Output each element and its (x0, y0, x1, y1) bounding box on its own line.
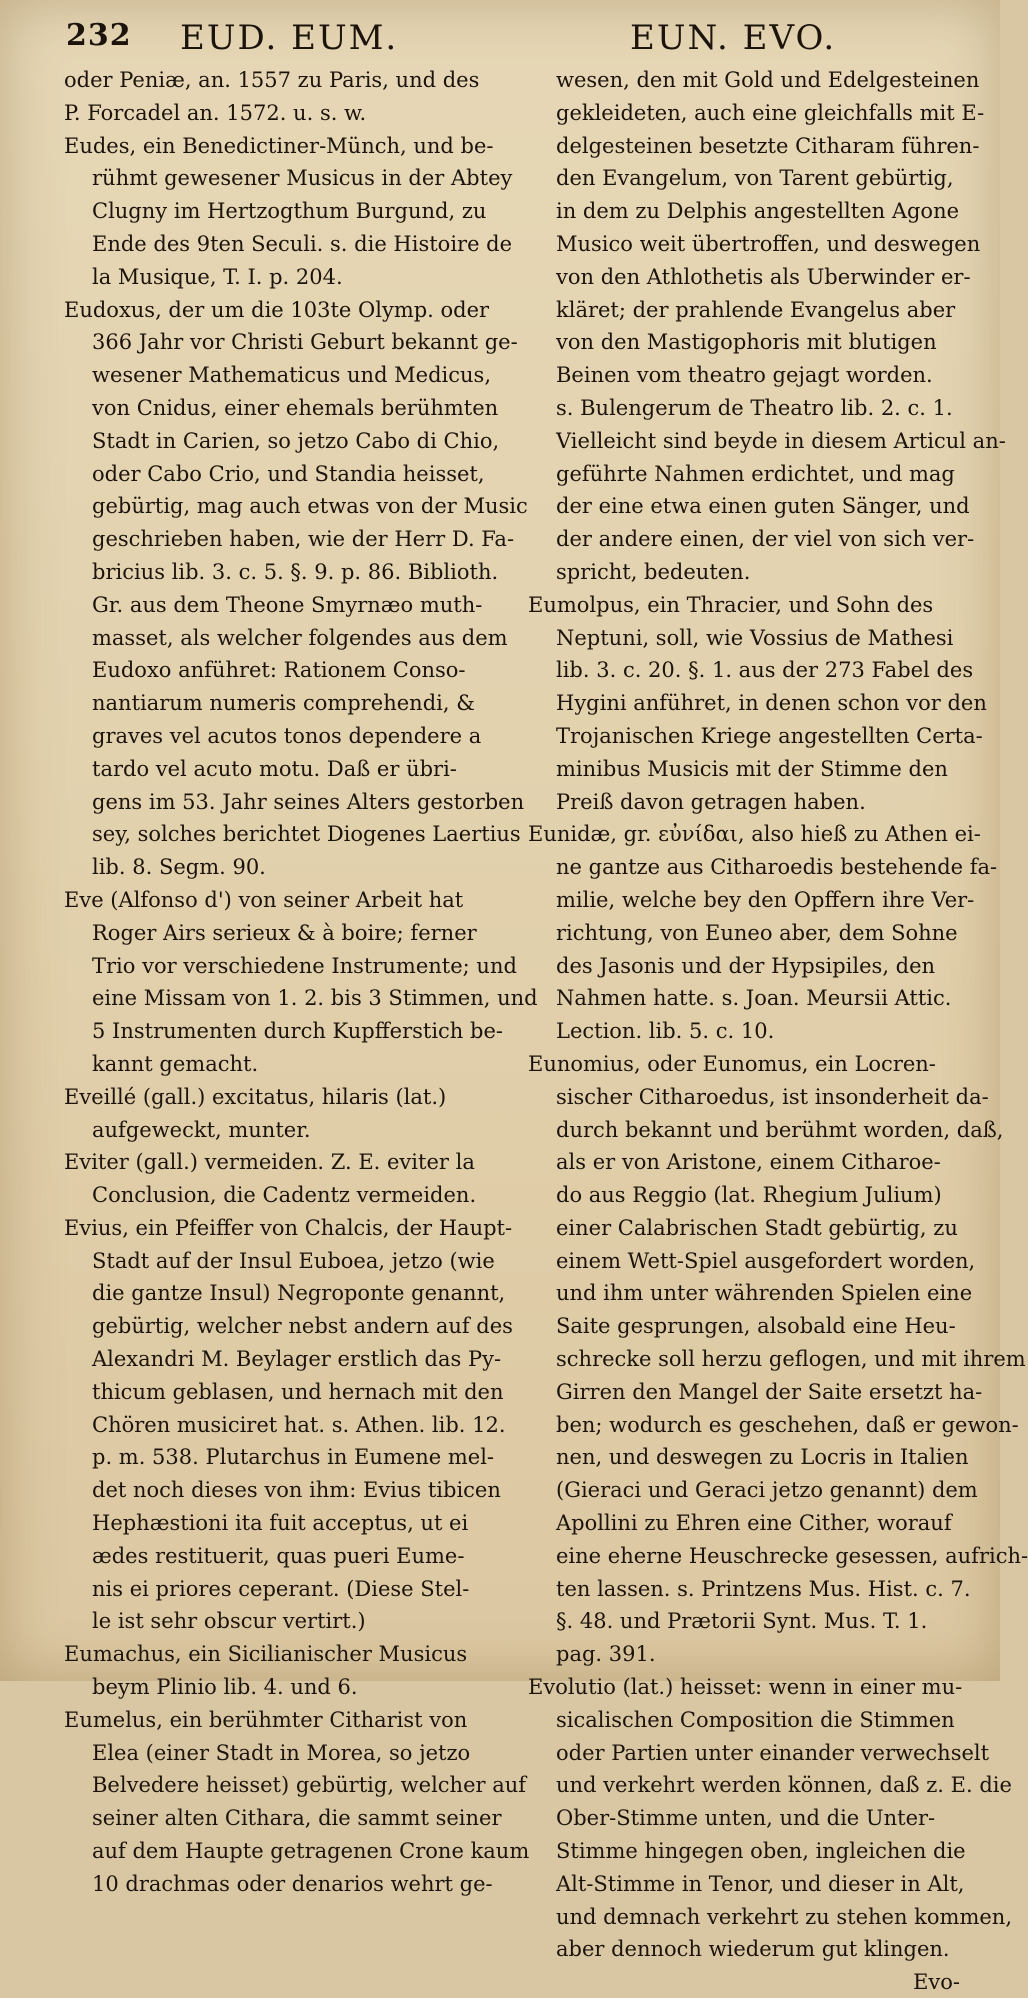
text-line: wesen, den mit Gold und Edelgesteinen (556, 68, 980, 92)
text-line: und ihm unter währenden Spielen eine (556, 1281, 973, 1306)
text-line: von den Mastigophoris mit blutigen (556, 330, 937, 355)
entry-eviter: Eviter (gall.) vermeiden. Z. E. eviter la (64, 1150, 475, 1175)
catchword: Evo- (913, 1970, 960, 1995)
text-line: Apollini zu Ehren eine Cither, worauf (556, 1511, 952, 1536)
text-line: Saite gesprungen, alsobald eine Heu- (556, 1314, 956, 1339)
text-line: Gr. aus dem Theone Smyrnæo muth- (92, 592, 483, 617)
text-line: Alexandri M. Beylager erstlich das Py- (92, 1347, 502, 1372)
text-line: oder Peniæ, an. 1557 zu Paris, und des (64, 68, 480, 92)
text-line: ne gantze aus Citharoedis bestehende fa- (556, 855, 998, 880)
running-head-right: EUN. EVO. (630, 18, 837, 58)
text-line: geführte Nahmen erdichtet, und mag (556, 461, 955, 486)
text-line: s. Bulengerum de Theatro lib. 2. c. 1. (556, 395, 953, 420)
text-line: nen, und deswegen zu Locris in Italien (556, 1445, 969, 1470)
text-line: richtung, von Euneo aber, dem Sohne (556, 920, 958, 945)
text-line: rühmt gewesener Musicus in der Abtey (92, 166, 513, 191)
text-line: Ober-Stimme unten, und die Unter- (556, 1806, 936, 1831)
text-line: ben; wodurch es geschehen, daß er gewon- (556, 1412, 1019, 1437)
text-line: Lection. lib. 5. c. 10. (556, 1019, 775, 1044)
text-line: gebürtig, mag auch etwas von der Music (92, 494, 528, 519)
text-line: Preiß davon getragen haben. (556, 789, 866, 814)
text-line: wesener Mathematicus und Medicus, (92, 363, 492, 388)
text-line: Trojanischen Kriege angestellten Certa- (556, 723, 983, 748)
text-line: eine eherne Heuschrecke gesessen, aufrich- (556, 1543, 1028, 1568)
text-line: Hephæstioni ita fuit acceptus, ut ei (92, 1511, 469, 1536)
text-line: des Jasonis und der Hypsipiles, den (556, 953, 936, 978)
text-line: aufgeweckt, munter. (92, 1117, 311, 1142)
text-line: Eudoxo anführet: Rationem Conso- (92, 658, 466, 683)
text-line: lib. 3. c. 20. §. 1. aus der 273 Fabel des (556, 658, 974, 683)
text-line: Ende des 9ten Seculi. s. die Histoire de (92, 231, 513, 256)
entry-evius: Evius, ein Pfeiffer von Chalcis, der Haupt- (64, 1215, 513, 1240)
text-line: aber dennoch wiederum gut klingen. (556, 1937, 950, 1962)
text-line: seiner alten Cithara, die sammt seiner (92, 1806, 502, 1831)
text-line: Stadt in Carien, so jetzo Cabo di Chio, (92, 428, 500, 453)
text-line: einem Wett-Spiel ausgefordert worden, (556, 1248, 976, 1273)
entry-eunidae: Eunidæ, gr. εὐνίδαι, also hieß zu Athen ei- (528, 822, 981, 847)
entry-eveille: Eveillé (gall.) excitatus, hilaris (lat.) (64, 1084, 447, 1109)
text-line: in dem zu Delphis angestellten Agone (556, 199, 960, 224)
text-line: §. 48. und Prætorii Synt. Mus. T. 1. (556, 1609, 928, 1634)
text-line: Roger Airs serieux & à boire; ferner (92, 920, 477, 945)
entry-eudoxus: Eudoxus, der um die 103te Olymp. oder (64, 297, 490, 322)
text-columns (64, 64, 1028, 1995)
text-line: die gantze Insul) Negroponte genannt, (92, 1281, 506, 1306)
text-line: von den Athlothetis als Uberwinder er- (556, 264, 971, 289)
left-column (64, 64, 538, 1896)
text-line: det noch dieses von ihm: Evius tibicen (92, 1478, 501, 1503)
text-line: Alt-Stimme in Tenor, und dieser in Alt, (556, 1871, 965, 1896)
text-line: auf dem Haupte getragenen Crone kaum (92, 1839, 530, 1864)
text-line: graves vel acutos tonos dependere a (92, 723, 482, 748)
text-line: (Gieraci und Geraci jetzo genannt) dem (556, 1478, 978, 1503)
text-line: und demnach verkehrt zu stehen kommen, (556, 1904, 1013, 1929)
text-line: Stadt auf der Insul Euboea, jetzo (wie (92, 1248, 495, 1273)
text-line: eine Missam von 1. 2. bis 3 Stimmen, und (92, 986, 538, 1011)
entry-eve: Eve (Alfonso d') von seiner Arbeit hat (64, 887, 464, 912)
text-line: tardo vel acuto motu. Daß er übri- (92, 756, 457, 781)
text-line: ten lassen. s. Printzens Mus. Hist. c. 7. (556, 1576, 971, 1601)
text-line: 5 Instrumenten durch Kupfferstich be- (92, 1019, 503, 1044)
text-line: sey, solches berichtet Diogenes Laertius (92, 822, 521, 847)
text-line: oder Cabo Crio, und Standia heisset, (92, 461, 485, 486)
entry-eumelus: Eumelus, ein berühmter Citharist von (64, 1707, 468, 1732)
text-line: thicum geblasen, und hernach mit den (92, 1379, 504, 1404)
text-line: Hygini anführet, in denen schon vor den (556, 691, 987, 716)
entry-eumolpus: Eumolpus, ein Thracier, und Sohn des (528, 592, 934, 617)
text-line: masset, als welcher folgendes aus dem (92, 625, 508, 650)
text-line: durch bekannt und berühmt worden, daß, (556, 1117, 1004, 1142)
text-line: schrecke soll herzu geflogen, und mit ihrem (556, 1347, 1026, 1372)
text-line: Clugny im Hertzogthum Burgund, zu (92, 199, 487, 224)
text-line: lib. 8. Segm. 90. (92, 855, 266, 880)
text-line: 10 drachmas oder denarios wehrt ge- (92, 1871, 493, 1896)
page-header (60, 10, 970, 60)
text-line: minibus Musicis mit der Stimme den (556, 756, 948, 781)
text-line: den Evangelum, von Tarent gebürtig, (556, 166, 954, 191)
text-line: Neptuni, soll, wie Vossius de Mathesi (556, 625, 954, 650)
text-line: einer Calabrischen Stadt gebürtig, zu (556, 1215, 958, 1240)
text-line: Elea (einer Stadt in Morea, so jetzo (92, 1740, 471, 1765)
text-line: delgesteinen besetzte Citharam führen- (556, 133, 980, 158)
text-line: nantiarum numeris comprehendi, & (92, 691, 475, 716)
page-number: 232 (66, 18, 132, 53)
text-line: p. m. 538. Plutarchus in Eumene mel- (92, 1445, 495, 1470)
text-line: Chören musiciret hat. s. Athen. lib. 12. (92, 1412, 506, 1437)
text-line: bricius lib. 3. c. 5. §. 9. p. 86. Biblioth. (92, 559, 499, 584)
text-line: sicalischen Composition die Stimmen (556, 1707, 955, 1732)
text-line: und verkehrt werden können, daß z. E. die (556, 1773, 1012, 1798)
running-head-left: EUD. EUM. (180, 18, 399, 58)
text-line: von Cnidus, einer ehemals berühmten (92, 395, 499, 420)
text-line: als er von Aristone, einem Citharoe- (556, 1150, 941, 1175)
text-line: le ist sehr obscur vertirt.) (92, 1609, 366, 1634)
right-column (528, 64, 1028, 1995)
text-line: 366 Jahr vor Christi Geburt bekannt ge- (92, 330, 518, 355)
text-line: Vielleicht sind beyde in diesem Articul an- (556, 428, 1006, 453)
text-line: kläret; der prahlende Evangelus aber (556, 297, 956, 322)
text-line: la Musique, T. I. p. 204. (92, 264, 343, 289)
text-line: gens im 53. Jahr seines Alters gestorben (92, 789, 525, 814)
text-line: P. Forcadel an. 1572. u. s. w. (64, 100, 367, 125)
text-line: pag. 391. (556, 1642, 656, 1667)
text-line: der eine etwa einen guten Sänger, und (556, 494, 970, 519)
text-line: Trio vor verschiedene Instrumente; und (92, 953, 517, 978)
text-line: nis ei priores ceperant. (Diese Stel- (92, 1576, 470, 1601)
text-line: Stimme hingegen oben, ingleichen die (556, 1839, 966, 1864)
text-line: sischer Citharoedus, ist insonderheit da- (556, 1084, 989, 1109)
entry-eunomius: Eunomius, oder Eunomus, ein Locren- (528, 1051, 936, 1076)
text-line: gekleideten, auch eine gleichfalls mit E- (556, 100, 985, 125)
text-line: Girren den Mangel der Saite ersetzt ha- (556, 1379, 983, 1404)
text-line: oder Partien unter einander verwechselt (556, 1740, 990, 1765)
text-line: gebürtig, welcher nebst andern auf des (92, 1314, 513, 1339)
text-line: Musico weit übertroffen, und deswegen (556, 231, 981, 256)
text-line: ædes restituerit, quas pueri Eume- (92, 1543, 465, 1568)
text-line: do aus Reggio (lat. Rhegium Julium) (556, 1183, 942, 1208)
text-line: Conclusion, die Cadentz vermeiden. (92, 1183, 477, 1208)
text-line: der andere einen, der viel von sich ver- (556, 527, 975, 552)
text-line: kannt gemacht. (92, 1051, 259, 1076)
text-line: beym Plinio lib. 4. und 6. (92, 1675, 358, 1700)
text-line: milie, welche bey den Opffern ihre Ver- (556, 887, 975, 912)
entry-eumachus: Eumachus, ein Sicilianischer Musicus (64, 1642, 468, 1667)
entry-evolutio: Evolutio (lat.) heisset: wenn in einer mu- (528, 1675, 963, 1700)
entry-eudes: Eudes, ein Benedictiner-Münch, und be- (64, 133, 494, 158)
text-line: Nahmen hatte. s. Joan. Meursii Attic. (556, 986, 952, 1011)
text-line: geschrieben haben, wie der Herr D. Fa- (92, 527, 515, 552)
text-line: Belvedere heisset) gebürtig, welcher auf (92, 1773, 527, 1798)
text-line: spricht, bedeuten. (556, 559, 751, 584)
text-line: Beinen vom theatro gejagt worden. (556, 363, 933, 388)
